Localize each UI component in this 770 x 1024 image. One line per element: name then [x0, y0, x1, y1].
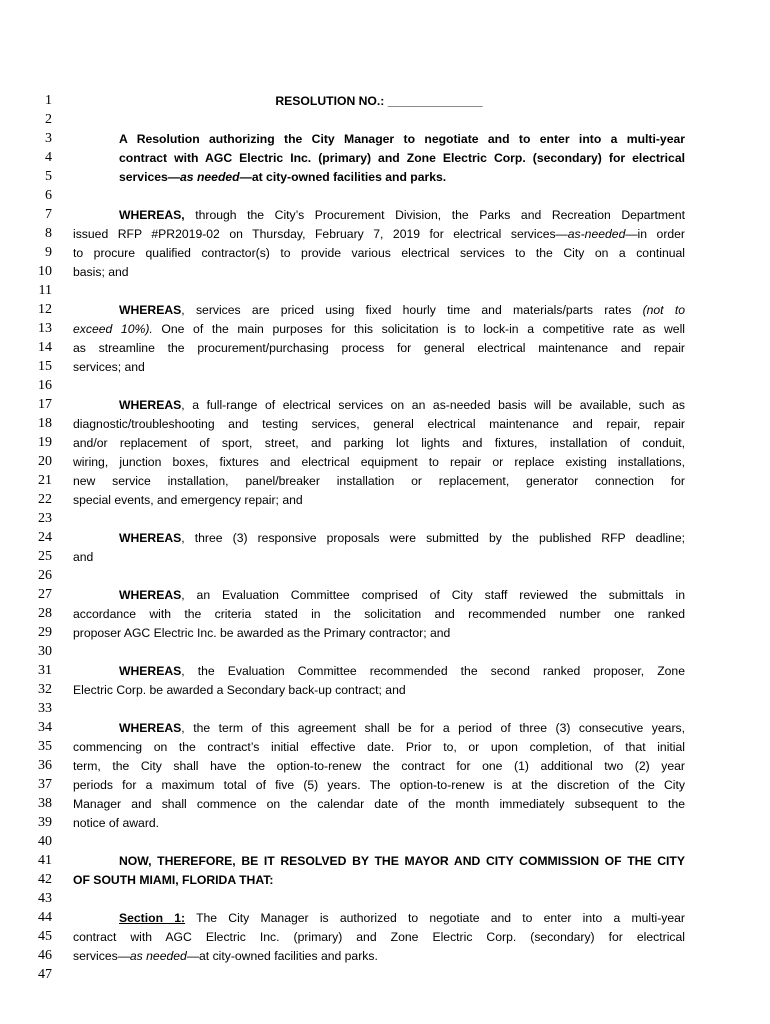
paragraph-line: commencing on the contract’s initial effective date. Prior to, or upon completion, of that initial [73, 740, 685, 754]
paragraph-line: contract with AGC Electric Inc. (primary) and Zone Electric Corp. (secondary) for electrical [73, 930, 685, 944]
paragraph-line [73, 947, 685, 965]
paragraph-line: proposer AGC Electric Inc. be awarded as the Primary contractor; and [73, 626, 451, 640]
whereas-keyword: WHEREAS, [119, 208, 185, 222]
line-number: 34 [38, 720, 52, 735]
line-number: 9 [45, 245, 52, 260]
whereas-keyword: WHEREAS [119, 721, 182, 735]
paragraph-line: Electric Corp. be awarded a Secondary back-up contract; and [73, 683, 406, 697]
line-number: 44 [38, 910, 52, 925]
line-number: 19 [38, 435, 52, 450]
whereas-keyword: WHEREAS [119, 303, 182, 317]
paragraph-italic-text: as-needed [567, 227, 626, 241]
paragraph-line: new service installation, panel/breaker installation or replacement, generator connection for [73, 474, 685, 488]
line-number: 29 [38, 625, 52, 640]
paragraph-line: services; and [73, 360, 145, 374]
line-number: 41 [38, 853, 52, 868]
heading-line [119, 168, 685, 186]
paragraph-line: and/or replacement of sport, street, and parking lot lights and fixtures, installation of conduit, [73, 436, 685, 450]
line-number: 40 [38, 834, 52, 849]
paragraph-text: , the term of this agreement shall be for a period of three (3) consecutive years, [181, 721, 685, 735]
line-number: 16 [38, 378, 52, 393]
line-number: 21 [38, 473, 52, 488]
line-number: 32 [38, 682, 52, 697]
paragraph-text: through the City’s Procurement Division, the Parks and Recreation Department [184, 208, 685, 222]
paragraph-line: periods for a maximum total of five (5) years. The option-to-renew is at the discretion of the City [73, 778, 685, 792]
whereas-keyword: WHEREAS [119, 588, 182, 602]
line-number: 43 [38, 891, 52, 906]
whereas-keyword: WHEREAS [119, 398, 182, 412]
line-number: 36 [38, 758, 52, 773]
paragraph-text: , three (3) responsive proposals were submitted by the published RFP deadline; [181, 531, 685, 545]
paragraph-line [73, 225, 685, 243]
paragraph-line: accordance with the criteria stated in the solicitation and recommended number one ranked [73, 607, 685, 621]
section-label: Section 1: [119, 911, 186, 925]
paragraph-line [119, 586, 685, 604]
line-number: 30 [38, 644, 52, 659]
resolution-title: RESOLUTION NO.: ______________ [275, 94, 483, 108]
line-number: 20 [38, 454, 52, 469]
line-number: 13 [38, 321, 52, 336]
whereas-keyword: WHEREAS [119, 531, 182, 545]
line-number: 33 [38, 701, 52, 716]
line-number: 5 [45, 169, 52, 184]
line-number: 11 [38, 283, 52, 298]
paragraph-line [73, 320, 685, 338]
line-number: 24 [38, 530, 52, 545]
paragraph-text: , the Evaluation Committee recommended the second ranked proposer, Zone [181, 664, 685, 678]
line-number: 12 [38, 302, 52, 317]
paragraph-text: , a full-range of electrical services on an as-needed basis will be available, such as [181, 398, 685, 412]
paragraph-line [119, 662, 685, 680]
line-number: 37 [38, 777, 52, 792]
paragraph-line [119, 301, 685, 319]
paragraph-line [119, 909, 685, 927]
paragraph-line: wiring, junction boxes, fixtures and electrical equipment to repair or replace existing installations, [73, 455, 685, 469]
line-number: 27 [38, 587, 52, 602]
paragraph-line [119, 396, 685, 414]
paragraph-line [119, 206, 685, 224]
paragraph-line: and [73, 550, 94, 564]
paragraph-text: —in order [625, 227, 685, 241]
paragraph-italic-text: as needed [129, 949, 187, 963]
line-number: 2 [45, 112, 52, 127]
line-number: 10 [38, 264, 52, 279]
paragraph-line: to procure qualified contractor(s) to provide various electrical services to the City on a continual [73, 246, 685, 260]
heading-line: A Resolution authorizing the City Manager to negotiate and to enter into a multi-year [119, 132, 685, 146]
line-number: 23 [38, 511, 52, 526]
paragraph-text: issued RFP #PR2019-02 on Thursday, February 7, 2019 for electrical services— [73, 227, 568, 241]
line-number: 4 [45, 150, 52, 165]
paragraph-line: special events, and emergency repair; and [73, 493, 303, 507]
line-number: 42 [38, 872, 52, 887]
line-number: 26 [38, 568, 52, 583]
line-number: 39 [38, 815, 52, 830]
line-number: 25 [38, 549, 52, 564]
paragraph-italic-text: (not to [642, 303, 685, 317]
line-number: 28 [38, 606, 52, 621]
line-number: 35 [38, 739, 52, 754]
line-number: 3 [45, 131, 52, 146]
paragraph-line [119, 529, 685, 547]
whereas-keyword: WHEREAS [119, 664, 182, 678]
line-number: 47 [38, 967, 52, 982]
line-number: 1 [45, 93, 52, 108]
line-number: 38 [38, 796, 52, 811]
paragraph-line: basis; and [73, 265, 129, 279]
paragraph-text: services— [73, 949, 130, 963]
paragraph-text: —at city-owned facilities and parks. [186, 949, 378, 963]
heading-italic-text: as needed [180, 170, 240, 184]
paragraph-italic-text: exceed 10%). [73, 322, 153, 336]
paragraph-line: Manager and shall commence on the calendar date of the month immediately subsequent to the [73, 797, 685, 811]
paragraph-text: The City Manager is authorized to negotiate and to enter into a multi-year [185, 911, 685, 925]
line-number: 8 [45, 226, 52, 241]
line-number: 22 [38, 492, 52, 507]
paragraph-line: term, the City shall have the option-to-renew the contract for one (1) additional two (2) year [73, 759, 685, 773]
paragraph-line: diagnostic/troubleshooting and testing services, general electrical maintenance and repair, repair [73, 417, 685, 431]
paragraph-text: One of the main purposes for this solicitation is to lock-in a competitive rate as well [152, 322, 685, 336]
line-number: 45 [38, 929, 52, 944]
heading-text: —at city-owned facilities and parks. [239, 170, 447, 184]
heading-line: contract with AGC Electric Inc. (primary) and Zone Electric Corp. (secondary) for electrical [119, 151, 685, 165]
line-number: 46 [38, 948, 52, 963]
line-number: 18 [38, 416, 52, 431]
line-number: 6 [45, 188, 52, 203]
paragraph-text: , services are priced using fixed hourly time and materials/parts rates [181, 303, 643, 317]
line-number: 31 [38, 663, 52, 678]
line-number: 15 [38, 359, 52, 374]
paragraph-line: as streamline the procurement/purchasing process for general electrical maintenance and repair [73, 341, 685, 355]
paragraph-line [119, 719, 685, 737]
line-number: 7 [45, 207, 52, 222]
resolved-line: OF SOUTH MIAMI, FLORIDA THAT: [73, 873, 274, 887]
line-number: 17 [38, 397, 52, 412]
paragraph-line: notice of award. [73, 816, 160, 830]
paragraph-text: , an Evaluation Committee comprised of City staff reviewed the submittals in [181, 588, 685, 602]
resolved-line: NOW, THEREFORE, BE IT RESOLVED BY THE MAYOR AND CITY COMMISSION OF THE CITY [119, 854, 685, 868]
line-number: 14 [38, 340, 52, 355]
heading-text: services— [119, 170, 180, 184]
